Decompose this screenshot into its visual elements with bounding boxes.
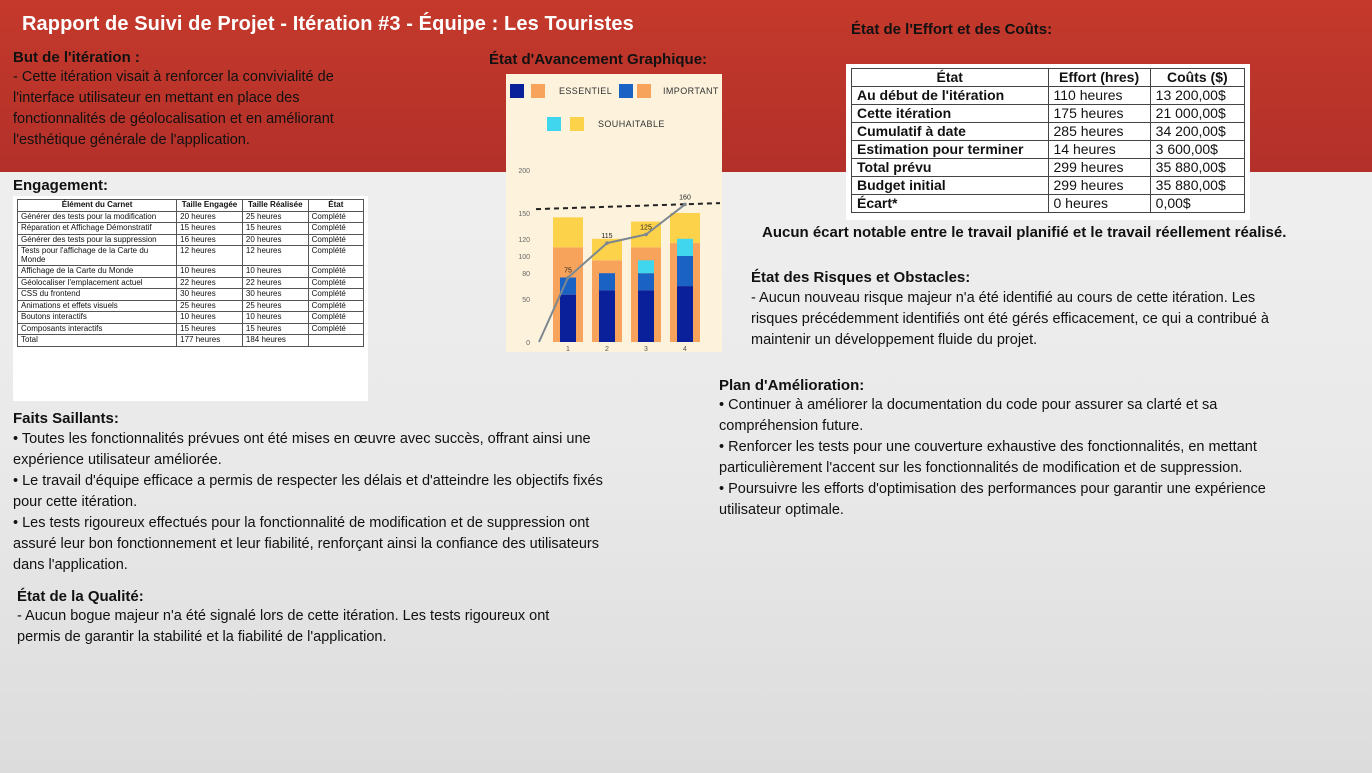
engagement-cell: Générer des tests pour la suppression <box>18 234 177 246</box>
y-tick-label: 120 <box>518 236 530 244</box>
but-text <box>13 67 433 151</box>
engagement-col-header: Taille Engagée <box>177 200 243 212</box>
risques-line: maintenir un développement fluide du projet. <box>751 332 1038 348</box>
effort-row <box>852 141 1245 159</box>
qualite-text <box>17 606 657 648</box>
chart-panel <box>506 74 722 352</box>
effort-cost: 3 600,00$ <box>1150 141 1244 159</box>
faits-heading: Faits Saillants: <box>13 410 119 427</box>
but-line: fonctionnalités de géolocalisation et en améliorant <box>13 111 334 127</box>
effort-table <box>851 68 1245 213</box>
effort-hours: 14 heures <box>1048 141 1150 159</box>
engagement-cell: Affichage de la Carte du Monde <box>18 266 177 278</box>
effort-heading: État de l'Effort et des Coûts: <box>851 21 1053 38</box>
engagement-cell: Complété <box>308 300 363 312</box>
but-line: l'interface utilisateur en mettant en place des <box>13 90 300 106</box>
engagement-cell: Complété <box>308 289 363 301</box>
actual-bar-segment <box>599 290 615 342</box>
actual-bar-segment <box>599 273 615 290</box>
effort-cost: 35 880,00$ <box>1150 159 1244 177</box>
actual-bar-segment <box>677 286 693 342</box>
engagement-cell: Complété <box>308 277 363 289</box>
progress-point <box>566 276 570 280</box>
progress-point <box>683 203 687 207</box>
planned-bar-segment <box>670 213 700 243</box>
engagement-cell: Complété <box>308 266 363 278</box>
engagement-col-header: Taille Réalisée <box>242 200 308 212</box>
engagement-row <box>18 323 364 335</box>
effort-label: Écart* <box>852 195 1049 213</box>
engagement-cell: 10 heures <box>242 312 308 324</box>
engagement-cell: 25 heures <box>242 300 308 312</box>
but-heading: But de l'itération : <box>13 49 140 66</box>
engagement-row <box>18 266 364 278</box>
engagement-cell: Complété <box>308 211 363 223</box>
effort-hours: 175 heures <box>1048 105 1150 123</box>
effort-row <box>852 123 1245 141</box>
y-tick-label: 80 <box>522 271 530 279</box>
engagement-heading: Engagement: <box>13 177 109 194</box>
actual-bar-segment <box>677 239 693 256</box>
faits-line: • Les tests rigoureux effectués pour la fonctionnalité de modification et de suppression ont <box>13 515 590 531</box>
engagement-cell: 12 heures <box>177 246 243 266</box>
engagement-table <box>17 199 364 347</box>
engagement-col-header: État <box>308 200 363 212</box>
engagement-cell: Géolocaliser l'emplacement actuel <box>18 277 177 289</box>
engagement-cell: 25 heures <box>177 300 243 312</box>
engagement-cell: 30 heures <box>177 289 243 301</box>
engagement-cell: Complété <box>308 223 363 235</box>
plan-line: particulièrement l'accent sur les fonctionnalités de modification et de suppression. <box>719 460 1243 476</box>
legend-important: IMPORTANT <box>663 86 719 96</box>
actual-bar-segment <box>638 260 654 273</box>
effort-hours: 110 heures <box>1048 87 1150 105</box>
plan-heading: Plan d'Amélioration: <box>719 377 865 394</box>
engagement-cell: 30 heures <box>242 289 308 301</box>
engagement-cell: 10 heures <box>177 266 243 278</box>
effort-col-header: Coûts ($) <box>1150 69 1244 87</box>
effort-cost: 21 000,00$ <box>1150 105 1244 123</box>
engagement-cell: Animations et effets visuels <box>18 300 177 312</box>
actual-bar-segment <box>677 256 693 286</box>
legend-essentiel: ESSENTIEL <box>559 86 613 96</box>
y-tick-label: 150 <box>518 211 530 218</box>
engagement-row <box>18 312 364 324</box>
engagement-cell: 20 heures <box>242 234 308 246</box>
plan-line: • Continuer à améliorer la documentation du code pour assurer sa clarté et sa <box>719 397 1218 413</box>
but-line: l'esthétique générale de l'application. <box>13 132 250 148</box>
effort-note: Aucun écart notable entre le travail planifié et le travail réellement réalisé. <box>762 224 1287 241</box>
x-tick-label: 4 <box>683 346 687 352</box>
engagement-row <box>18 289 364 301</box>
engagement-cell: 22 heures <box>177 277 243 289</box>
faits-line: dans l'application. <box>13 557 128 573</box>
effort-hours: 0 heures <box>1048 195 1150 213</box>
effort-hours: 285 heures <box>1048 123 1150 141</box>
plan-text <box>719 395 1359 521</box>
risques-heading: État des Risques et Obstacles: <box>751 269 971 286</box>
faits-line: • Toutes les fonctionnalités prévues ont été mises en œuvre avec succès, offrant ainsi une <box>13 431 591 447</box>
risques-line: - Aucun nouveau risque majeur n'a été identifié au cours de cette itération. Les <box>751 290 1256 306</box>
effort-table-wrap <box>846 64 1250 220</box>
faits-line: • Le travail d'équipe efficace a permis de respecter les délais et d'atteindre les objectifs fixés <box>13 473 603 489</box>
effort-cost: 13 200,00$ <box>1150 87 1244 105</box>
effort-table-body <box>852 87 1245 213</box>
engagement-cell <box>308 335 363 347</box>
engagement-cell: Tests pour l'affichage de la Carte du Monde <box>18 246 177 266</box>
effort-label: Total prévu <box>852 159 1049 177</box>
faits-line: pour cette itération. <box>13 494 138 510</box>
plan-line: utilisateur optimale. <box>719 502 844 518</box>
faits-line: expérience utilisateur améliorée. <box>13 452 222 468</box>
bar-chart <box>506 74 722 352</box>
effort-cost: 35 880,00$ <box>1150 177 1244 195</box>
y-tick-label: 100 <box>518 254 530 261</box>
engagement-row <box>18 277 364 289</box>
engagement-cell: Générer des tests pour la modification <box>18 211 177 223</box>
engagement-row <box>18 211 364 223</box>
actual-bar-segment <box>638 273 654 290</box>
x-tick-label: 2 <box>605 346 609 352</box>
progress-label: 75 <box>564 267 572 275</box>
faits-text <box>13 429 713 576</box>
engagement-cell: 25 heures <box>242 211 308 223</box>
engagement-table-body <box>18 211 364 346</box>
actual-bar-segment <box>638 290 654 342</box>
engagement-cell: 15 heures <box>242 323 308 335</box>
effort-label: Cette itération <box>852 105 1049 123</box>
chart-heading: État d'Avancement Graphique: <box>489 51 708 68</box>
progress-label: 125 <box>640 224 652 232</box>
progress-point <box>605 241 609 245</box>
engagement-row <box>18 300 364 312</box>
y-tick-label: 200 <box>518 168 530 175</box>
engagement-cell: Complété <box>308 312 363 324</box>
engagement-cell: Complété <box>308 323 363 335</box>
progress-label: 160 <box>679 194 691 202</box>
effort-hours: 299 heures <box>1048 159 1150 177</box>
plan-line: • Renforcer les tests pour une couverture exhaustive des fonctionnalités, en mettant <box>719 439 1257 455</box>
engagement-total-row <box>18 335 364 347</box>
engagement-cell: 177 heures <box>177 335 243 347</box>
effort-label: Estimation pour terminer <box>852 141 1049 159</box>
engagement-cell: 10 heures <box>177 312 243 324</box>
engagement-col-header: Élément du Carnet <box>18 200 177 212</box>
report-title: Rapport de Suivi de Projet - Itération #3 - Équipe : Les Touristes <box>22 13 634 35</box>
risques-text <box>751 288 1361 351</box>
effort-cost: 0,00$ <box>1150 195 1244 213</box>
x-tick-label: 1 <box>566 346 570 352</box>
risques-line: risques précédemment identifiés ont été gérés efficacement, ce qui a contribué à <box>751 311 1269 327</box>
qualite-heading: État de la Qualité: <box>17 588 144 605</box>
faits-line: assuré leur bon fonctionnement et leur fiabilité, renforçant ainsi la confiance des utilisateurs <box>13 536 599 552</box>
engagement-row <box>18 223 364 235</box>
y-tick-label: 50 <box>522 297 530 304</box>
actual-bar-segment <box>560 295 576 342</box>
effort-col-header: État <box>852 69 1049 87</box>
effort-row <box>852 87 1245 105</box>
engagement-cell: 15 heures <box>177 223 243 235</box>
y-tick-label: 0 <box>526 340 530 347</box>
planned-bar-segment <box>553 217 583 247</box>
engagement-cell: Total <box>18 335 177 347</box>
engagement-cell: CSS du frontend <box>18 289 177 301</box>
progress-label: 115 <box>601 233 613 241</box>
effort-row <box>852 177 1245 195</box>
progress-point <box>644 233 648 237</box>
but-line: - Cette itération visait à renforcer la convivialité de <box>13 69 334 85</box>
effort-col-header: Effort (hres) <box>1048 69 1150 87</box>
effort-row <box>852 105 1245 123</box>
effort-hours: 299 heures <box>1048 177 1150 195</box>
engagement-row <box>18 246 364 266</box>
effort-label: Budget initial <box>852 177 1049 195</box>
plan-line: compréhension future. <box>719 418 864 434</box>
engagement-table-wrap <box>13 196 368 401</box>
engagement-cell: 15 heures <box>242 223 308 235</box>
engagement-cell: 16 heures <box>177 234 243 246</box>
engagement-row <box>18 234 364 246</box>
effort-row <box>852 159 1245 177</box>
qualite-line: - Aucun bogue majeur n'a été signalé lors de cette itération. Les tests rigoureux ont <box>17 608 550 624</box>
engagement-cell: 184 heures <box>242 335 308 347</box>
effort-label: Au début de l'itération <box>852 87 1049 105</box>
engagement-cell: Complété <box>308 246 363 266</box>
engagement-cell: Boutons interactifs <box>18 312 177 324</box>
engagement-cell: Réparation et Affichage Démonstratif <box>18 223 177 235</box>
engagement-cell: 12 heures <box>242 246 308 266</box>
effort-label: Cumulatif à date <box>852 123 1049 141</box>
legend-souhaitable: SOUHAITABLE <box>598 119 665 129</box>
engagement-cell: Composants interactifs <box>18 323 177 335</box>
target-line <box>536 203 720 209</box>
effort-row <box>852 195 1245 213</box>
engagement-cell: 22 heures <box>242 277 308 289</box>
engagement-cell: 10 heures <box>242 266 308 278</box>
x-tick-label: 3 <box>644 346 648 352</box>
engagement-cell: Complété <box>308 234 363 246</box>
engagement-cell: 20 heures <box>177 211 243 223</box>
effort-cost: 34 200,00$ <box>1150 123 1244 141</box>
qualite-line: permis de garantir la stabilité et la fiabilité de l'application. <box>17 629 387 645</box>
plan-line: • Poursuivre les efforts d'optimisation des performances pour garantir une expérience <box>719 481 1266 497</box>
engagement-cell: 15 heures <box>177 323 243 335</box>
